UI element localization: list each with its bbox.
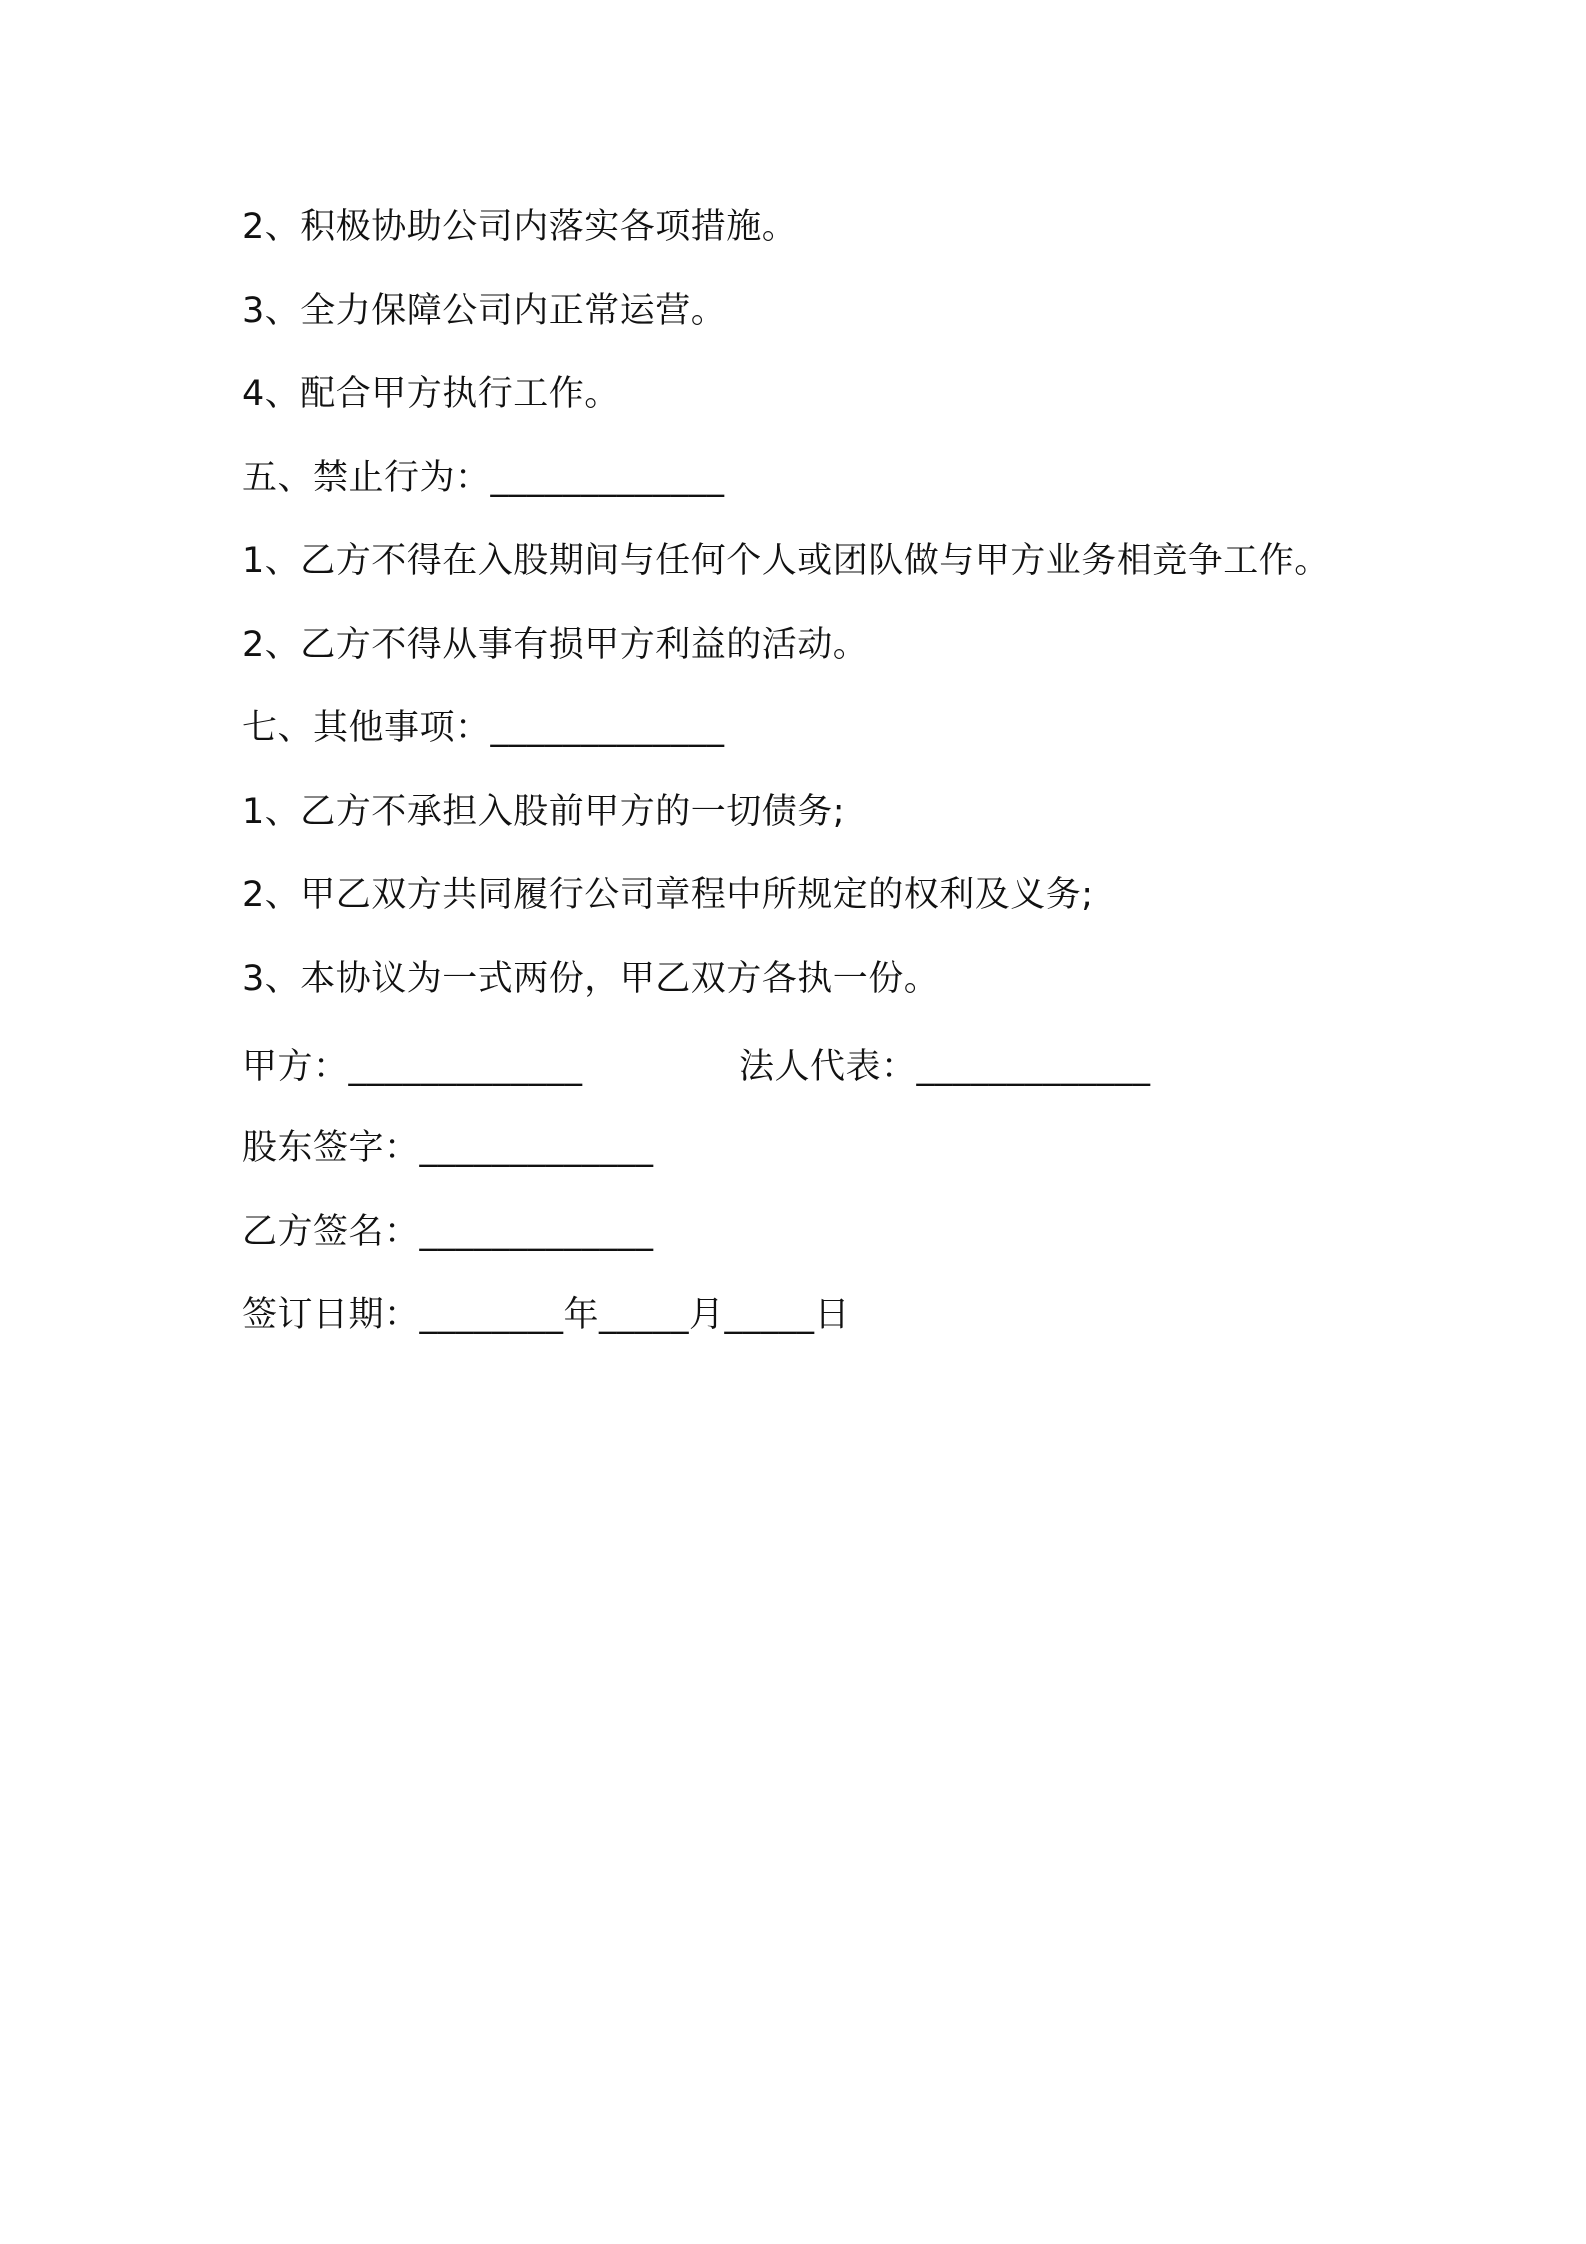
party-b-signature: 乙方签名：_____________ (242, 1212, 654, 1252)
legal-representative-signature: 法人代表：_____________ (739, 1047, 1151, 1087)
prohibited-clause-2: 2、乙方不得从事有损甲方利益的活动。 (242, 625, 869, 665)
clause-2-assist: 2、积极协助公司内落实各项措施。 (242, 207, 798, 247)
other-clause-3: 3、本协议为一式两份，甲乙双方各执一份。 (242, 959, 940, 999)
signing-date: 签订日期：________年_____月_____日 (242, 1295, 851, 1335)
clause-4-cooperate: 4、配合甲方执行工作。 (242, 374, 620, 414)
shareholder-signature: 股东签字：_____________ (242, 1128, 654, 1168)
other-clause-1: 1、乙方不承担入股前甲方的一切债务; (242, 792, 846, 832)
prohibited-clause-1: 1、乙方不得在入股期间与任何个人或团队做与甲方业务相竞争工作。 (242, 541, 1330, 581)
section-prohibited-heading: 五、禁止行为：_____________ (242, 458, 725, 498)
other-clause-2: 2、甲乙双方共同履行公司章程中所规定的权利及义务; (242, 875, 1094, 915)
section-other-heading: 七、其他事项：_____________ (242, 708, 725, 748)
party-a-signature: 甲方：_____________ (242, 1047, 583, 1087)
clause-3-operations: 3、全力保障公司内正常运营。 (242, 291, 727, 331)
